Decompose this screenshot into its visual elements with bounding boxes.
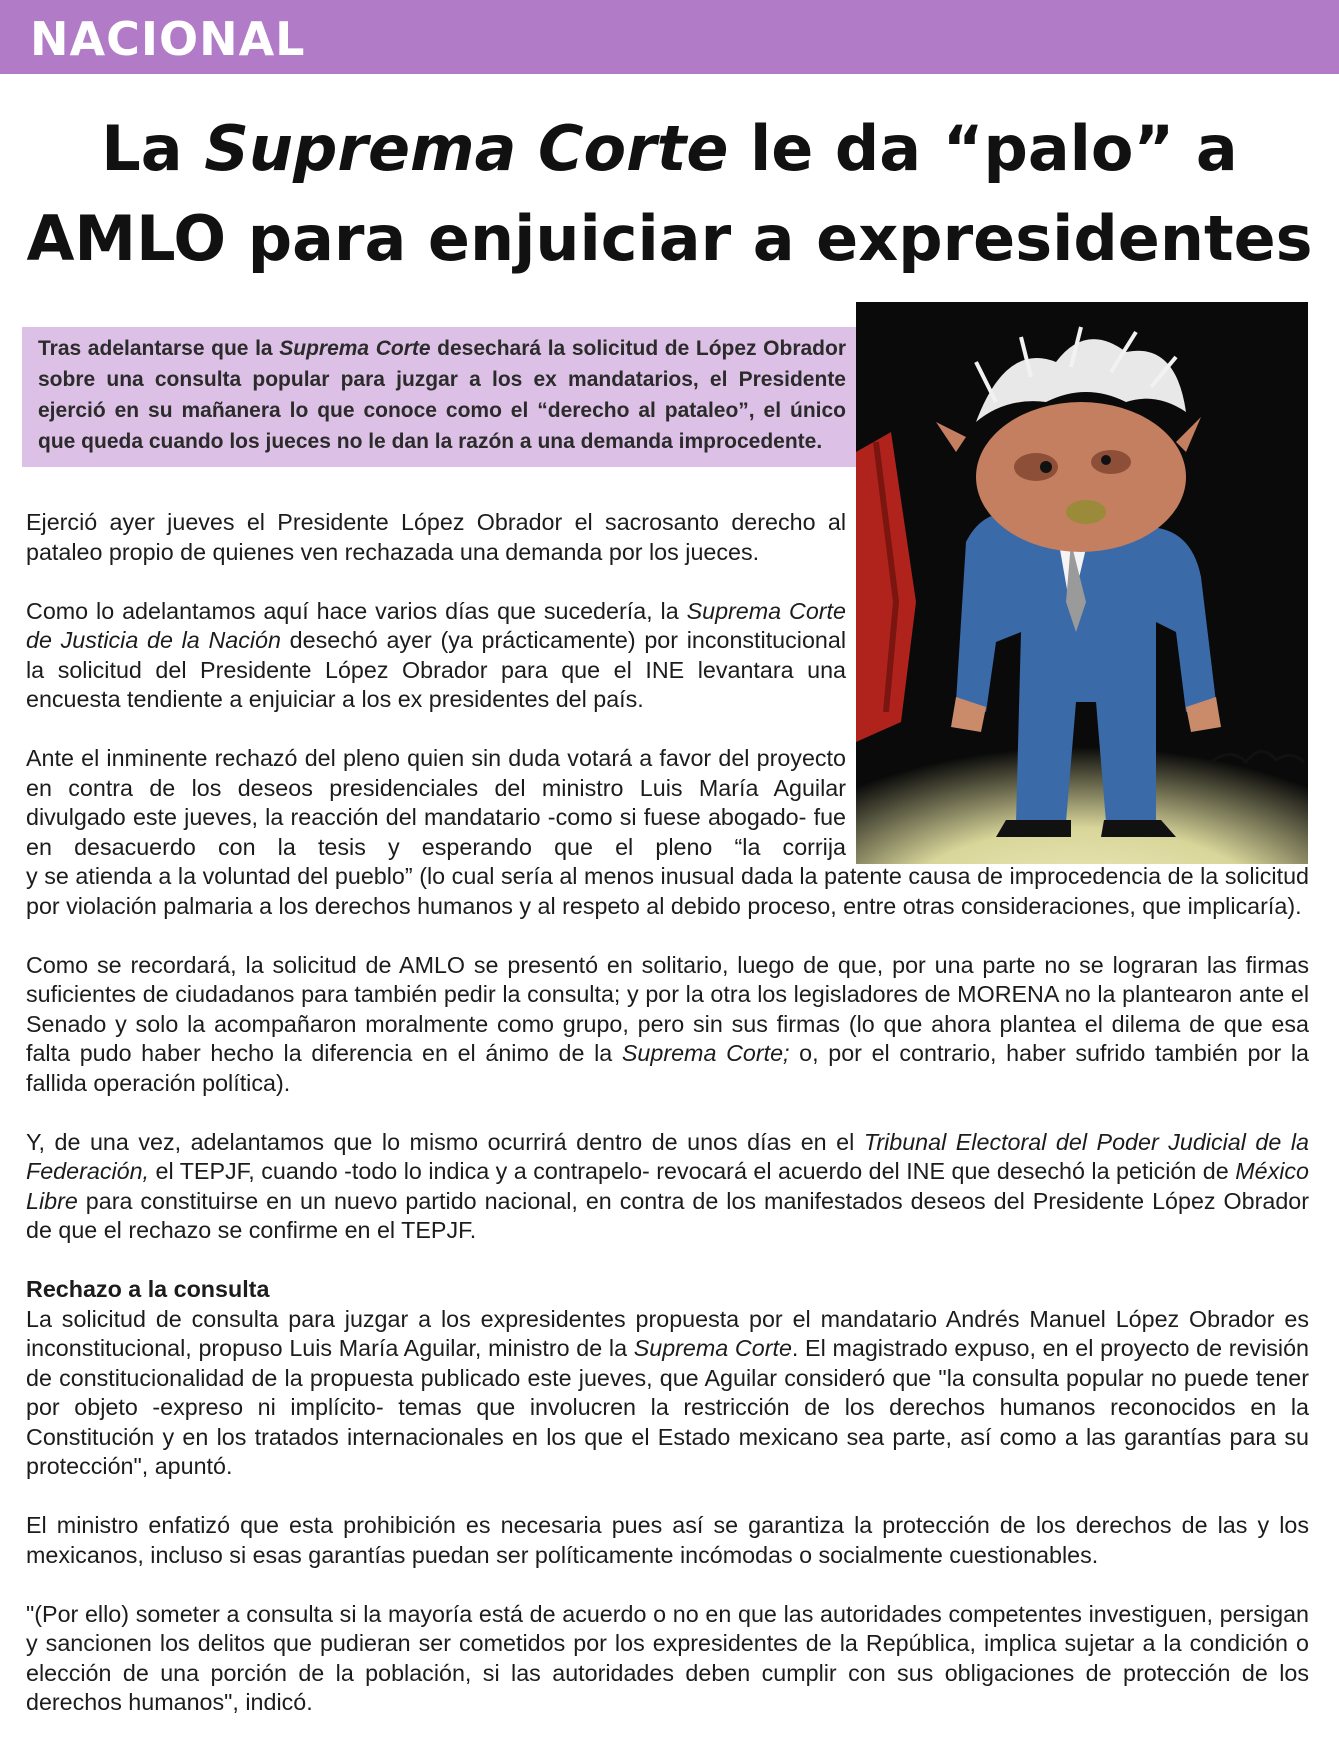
paragraph-8: "(Por ello) someter a consulta si la mayoría está de acuerdo o no en que las autoridades competentes investiguen, persigan y sancionen los delitos que pudieran ser cometidos por los expresidentes de la República, implica sujetar a la condición o elección de una porción de la población, si las autoridades deben cumplir con sus obligaciones de protección de los derechos humanos", indicó. — [26, 1600, 1309, 1715]
subheading: Rechazo a la consulta — [26, 1276, 270, 1302]
paragraph-7: El ministro enfatizó que esta prohibición es necesaria pues así se garantiza la protección de los derechos de las y los mexicanos, incluso si esas garantías puedan ser políticamente incómodas o socialmente cuestionables. — [26, 1512, 1309, 1568]
section-label: NACIONAL — [30, 12, 306, 66]
headline-line-2: AMLO para enjuiciar a expresidentes — [26, 202, 1313, 275]
article-body — [26, 508, 1309, 1747]
paragraph-4: Como se recordará, la solicitud de AMLO se presentó en solitario, luego de que, por una parte no se lograran las firmas suficientes de ciudadanos para también pedir la consulta; y por la otra los legisladores de MORENA no la plantearon ante el Senado y solo la acompañaron moralmente como grupo, pero sin sus firmas (lo que ahora plantea el dilema de que esa falta pudo haber hecho la diferencia en el ánimo de la Suprema Corte; o, por el contrario, haber sufrido también por la fallida operación política). — [26, 951, 1309, 1096]
headline-line-1: La Suprema Corte le da “palo” a — [101, 112, 1238, 185]
paragraph-1: Ejerció ayer jueves el Presidente López Obrador el sacrosanto derecho al pataleo propio de quienes ven rechazada una demanda por los jueces. — [26, 509, 846, 565]
paragraph-3: Ante el inminente rechazó del pleno quien sin duda votará a favor del proyecto en contra de los deseos presidenciales del ministro Luis María Aguilar divulgado este jueves, la reacción del mandatario -como si fuese abogado- fue en desacuerdo con la tesis y esperando que el pleno “la corrija y se atienda a la voluntad del pueblo” (lo cual sería al menos inusual dada la patente causa de improcedencia de la solicitud por violación palmaria a los derechos humanos y al respeto al debido proceso, entre otras consideraciones, que implicaría). — [26, 745, 1309, 919]
paragraph-2: Como lo adelantamos aquí hace varios días que sucedería, la Suprema Corte de Justicia de la Nación desechó ayer (ya prácticamente) por inconstitucional la solicitud del Presidente López Obrador para que el INE levantara una encuesta tendiente a enjuiciar a los ex presidentes del país. — [26, 597, 847, 712]
lead-summary: Tras adelantarse que la Suprema Corte desechará la solicitud de López Obrador sobre una consulta popular para juzgar a los ex mandatarios, el Presidente ejerció en su mañanera lo que conoce como el “derecho al pataleo”, el único que queda cuando los jueces no le dan la razón a una demanda improcedente. — [38, 337, 846, 453]
headline — [0, 104, 1339, 284]
paragraph-6: La solicitud de consulta para juzgar a los expresidentes propuesta por el mandatario Andrés Manuel López Obrador es inconstitucional, propuso Luis María Aguilar, ministro de la Suprema Corte. El magistrado expuso, en el proyecto de revisión de constitucionalidad de la propuesta publicado este jueves, que Aguilar consideró que "la consulta popular no puede tener por objeto -expreso ni implícito- temas que involucren la restricción de los derechos humanos reconocidos en la Constitución y en los tratados internacionales en los que el Estado mexicano sea parte, así como a las garantías para su protección", apuntó. — [26, 1305, 1309, 1479]
paragraph-5: Y, de una vez, adelantamos que lo mismo ocurrirá dentro de unos días en el Tribunal Electoral del Poder Judicial de la Federación, el TEPJF, cuando -todo lo indica y a contrapelo- revocará el acuerdo del INE que desechó la petición de México Libre para constituirse en un nuevo partido nacional, en contra de los manifestados deseos del Presidente López Obrador de que el rechazo se confirme en el TEPJF. — [26, 1128, 1309, 1243]
